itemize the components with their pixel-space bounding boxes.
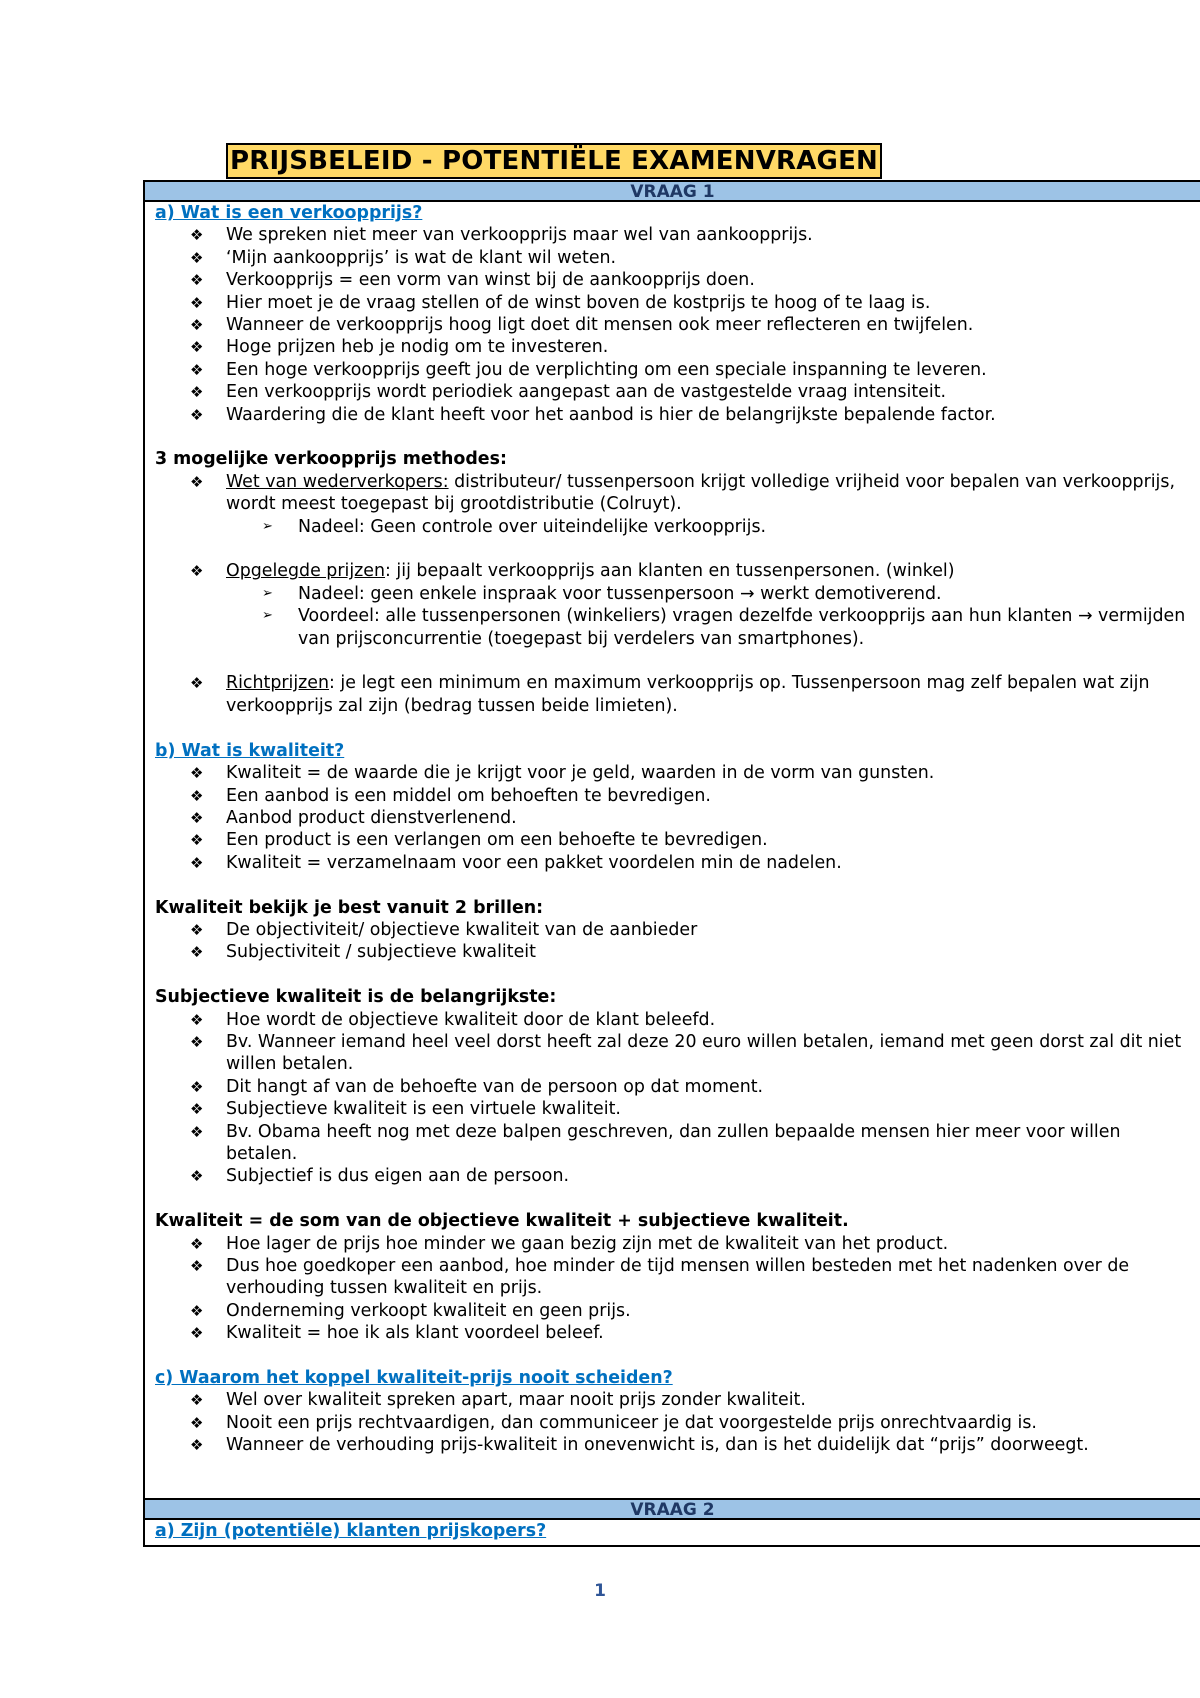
question-c: c) Waarom het koppel kwaliteit-prijs nooit scheiden? <box>155 1368 673 1388</box>
sum-heading: Kwaliteit = de som van de objectieve kwaliteit + subjectieve kwaliteit. <box>155 1211 849 1232</box>
arrow-bullet-icon: ➢ <box>262 518 273 534</box>
list-item-text: Kwaliteit = verzamelnaam voor een pakket voordelen min de nadelen. <box>226 852 842 873</box>
vraag2-section <box>143 1498 1200 1547</box>
method-text: : jij bepaalt verkoopprijs aan klanten en tussenpersonen. (winkel) <box>385 561 955 582</box>
diamond-bullet-icon: ❖ <box>190 248 204 267</box>
sub-item <box>262 605 1188 650</box>
question-a: a) Wat is een verkoopprijs? <box>155 203 423 223</box>
list-item <box>190 1009 1188 1031</box>
diamond-bullet-icon: ❖ <box>190 808 204 827</box>
vraag1-header: VRAAG 1 <box>145 180 1200 202</box>
list-item <box>190 919 1188 941</box>
vraag2-question-a: a) Zijn (potentiële) klanten prijskopers? <box>155 1521 547 1541</box>
subjective-heading: Subjectieve kwaliteit is de belangrijkste: <box>155 987 557 1008</box>
method-sublist <box>226 583 1188 650</box>
list-item-text: Een product is een verlangen om een behoefte te bevredigen. <box>226 830 768 851</box>
sub-item-text: Voordeel: alle tussenpersonen (winkeliers) vragen dezelfde verkoopprijs aan hun klanten → vermijden van prijsconcurrentie (toegepast bij verdelers van smartphones). <box>298 606 1186 649</box>
list-item-text: Dus hoe goedkoper een aanbod, hoe minder de tijd mensen willen besteden met het nadenken over de verhouding tussen kwaliteit en prijs. <box>226 1255 1130 1299</box>
sum-list <box>155 1233 1188 1345</box>
list-item-text: Dit hangt af van de behoefte van de persoon op dat moment. <box>226 1076 764 1097</box>
list-a <box>155 224 1188 426</box>
spacer <box>155 650 1188 672</box>
list-item-text: Subjectiviteit / subjectieve kwaliteit <box>226 942 536 963</box>
diamond-bullet-icon: ❖ <box>190 1256 204 1275</box>
diamond-bullet-icon: ❖ <box>190 316 204 335</box>
list-item-text: De objectiviteit/ objectieve kwaliteit van de aanbieder <box>226 919 698 940</box>
list-item <box>190 1121 1188 1166</box>
method-term: Richtprijzen <box>226 673 330 694</box>
list-item-text: Hier moet je de vraag stellen of de winst boven de kostprijs te hoog of te laag is. <box>226 292 931 313</box>
list-item <box>190 1322 1188 1344</box>
list-item <box>190 1031 1188 1076</box>
list-item <box>190 314 1188 336</box>
page-title: PRIJSBELEID - POTENTIËLE EXAMENVRAGEN <box>226 143 882 179</box>
list-item-text: Hoge prijzen heb je nodig om te investeren. <box>226 337 609 358</box>
diamond-bullet-icon: ❖ <box>190 226 204 245</box>
diamond-bullet-icon: ❖ <box>190 1167 204 1186</box>
list-item <box>190 404 1188 426</box>
list-item-text: Waardering die de klant heeft voor het aanbod is hier de belangrijkste bepalende factor. <box>226 404 996 425</box>
title-wrap <box>226 143 882 179</box>
list-item-text: Aanbod product dienstverlenend. <box>226 807 517 828</box>
list-item <box>190 336 1188 358</box>
method-text: distributeur/ tussenpersoon krijgt volledige vrijheid voor bepalen van verkoopprijs, wordt meest toegepast bij grootdistributie (Colruyt). <box>226 471 1175 515</box>
method-term: Wet van wederverkopers: <box>226 471 449 492</box>
spacer <box>155 538 1188 560</box>
diamond-bullet-icon: ❖ <box>190 1032 204 1051</box>
method-item <box>190 560 1188 650</box>
method-term: Opgelegde prijzen <box>226 561 386 582</box>
page-number: 1 <box>594 1581 606 1601</box>
list-item-text: Een aanbod is een middel om behoeften te bevredigen. <box>226 785 711 806</box>
methods-list-2 <box>155 560 1188 650</box>
list-item-text: Hoe wordt de objectieve kwaliteit door de klant beleefd. <box>226 1009 716 1030</box>
list-item <box>190 1076 1188 1098</box>
list-item <box>190 1165 1188 1187</box>
list-item <box>190 807 1188 829</box>
spacer <box>155 426 1188 448</box>
list-item <box>190 224 1188 246</box>
sub-item <box>262 583 1188 605</box>
arrow-bullet-icon: ➢ <box>262 585 273 601</box>
brillen-heading: Kwaliteit bekijk je best vanuit 2 brillen: <box>155 897 544 918</box>
diamond-bullet-icon: ❖ <box>190 383 204 402</box>
diamond-bullet-icon: ❖ <box>190 1391 204 1410</box>
methods-list-3 <box>155 672 1188 717</box>
list-item <box>190 1255 1188 1300</box>
diamond-bullet-icon: ❖ <box>190 1413 204 1432</box>
list-item <box>190 941 1188 963</box>
method-item <box>190 672 1188 717</box>
diamond-bullet-icon: ❖ <box>190 1324 204 1343</box>
brillen-list <box>155 919 1188 964</box>
diamond-bullet-icon: ❖ <box>190 1234 204 1253</box>
list-item-text: Wel over kwaliteit spreken apart, maar nooit prijs zonder kwaliteit. <box>226 1390 806 1411</box>
list-item <box>190 1300 1188 1322</box>
list-item-text: Wanneer de verkoopprijs hoog ligt doet dit mensen ook meer reflecteren en twijfelen. <box>226 315 974 336</box>
list-item <box>190 1389 1188 1411</box>
spacer <box>155 1345 1188 1367</box>
list-item-text: Een hoge verkoopprijs geeft jou de verplichting om een speciale inspanning te leveren. <box>226 359 987 380</box>
list-item <box>190 1434 1188 1456</box>
vraag1-section <box>143 180 1200 1505</box>
list-item-text: Hoe lager de prijs hoe minder we gaan bezig zijn met de kwaliteit van het product. <box>226 1233 949 1254</box>
question-b: b) Wat is kwaliteit? <box>155 740 345 761</box>
list-item <box>190 762 1188 784</box>
list-item <box>190 1233 1188 1255</box>
list-item <box>190 785 1188 807</box>
diamond-bullet-icon: ❖ <box>190 1436 204 1455</box>
method-sublist <box>226 516 1188 538</box>
diamond-bullet-icon: ❖ <box>190 674 204 693</box>
list-item <box>190 381 1188 403</box>
diamond-bullet-icon: ❖ <box>190 920 204 939</box>
list-item <box>190 1412 1188 1434</box>
list-item-text: Subjectief is dus eigen aan de persoon. <box>226 1166 569 1187</box>
diamond-bullet-icon: ❖ <box>190 764 204 783</box>
list-item-text: We spreken niet meer van verkoopprijs maar wel van aankoopprijs. <box>226 225 813 246</box>
spacer <box>155 1188 1188 1210</box>
list-item-text: Onderneming verkoopt kwaliteit en geen prijs. <box>226 1300 631 1321</box>
diamond-bullet-icon: ❖ <box>190 562 204 581</box>
diamond-bullet-icon: ❖ <box>190 1077 204 1096</box>
spacer <box>155 717 1188 739</box>
diamond-bullet-icon: ❖ <box>190 943 204 962</box>
list-item-text: ‘Mijn aankoopprijs’ is wat de klant wil weten. <box>226 247 617 268</box>
vraag2-header: VRAAG 2 <box>145 1498 1200 1520</box>
diamond-bullet-icon: ❖ <box>190 1100 204 1119</box>
diamond-bullet-icon: ❖ <box>190 1010 204 1029</box>
list-item-text: Subjectieve kwaliteit is een virtuele kwaliteit. <box>226 1099 621 1120</box>
vraag2-content <box>145 1520 1200 1542</box>
list-item <box>190 359 1188 381</box>
list-item <box>190 852 1188 874</box>
diamond-bullet-icon: ❖ <box>190 405 204 424</box>
list-item-text: Wanneer de verhouding prijs-kwaliteit in onevenwicht is, dan is het duidelijk dat “prijs” doorweegt. <box>226 1435 1089 1456</box>
subjective-list <box>155 1009 1188 1188</box>
sub-item <box>262 516 1188 538</box>
list-item-text: Een verkoopprijs wordt periodiek aangepast aan de vastgestelde vraag intensiteit. <box>226 382 947 403</box>
spacer <box>155 964 1188 986</box>
diamond-bullet-icon: ❖ <box>190 293 204 312</box>
vraag1-content <box>145 202 1200 1457</box>
diamond-bullet-icon: ❖ <box>190 1122 204 1141</box>
diamond-bullet-icon: ❖ <box>190 1301 204 1320</box>
methods-heading: 3 mogelijke verkoopprijs methodes: <box>155 449 507 470</box>
list-item-text: Nooit een prijs rechtvaardigen, dan communiceer je dat voorgestelde prijs onrechtvaardig is. <box>226 1412 1037 1433</box>
list-item <box>190 247 1188 269</box>
list-item <box>190 269 1188 291</box>
list-item-text: Kwaliteit = de waarde die je krijgt voor je geld, waarden in de vorm van gunsten. <box>226 763 935 784</box>
list-c <box>155 1389 1188 1456</box>
list-item-text: Verkoopprijs = een vorm van winst bij de aankoopprijs doen. <box>226 270 755 291</box>
method-item <box>190 471 1188 538</box>
list-b <box>155 762 1188 874</box>
diamond-bullet-icon: ❖ <box>190 271 204 290</box>
diamond-bullet-icon: ❖ <box>190 831 204 850</box>
list-item <box>190 292 1188 314</box>
list-item <box>190 829 1188 851</box>
diamond-bullet-icon: ❖ <box>190 472 204 491</box>
list-item <box>190 1098 1188 1120</box>
diamond-bullet-icon: ❖ <box>190 360 204 379</box>
sub-item-text: Nadeel: geen enkele inspraak voor tussenpersoon → werkt demotiverend. <box>298 583 942 604</box>
list-item-text: Kwaliteit = hoe ik als klant voordeel beleef. <box>226 1323 604 1344</box>
sub-item-text: Nadeel: Geen controle over uiteindelijke verkoopprijs. <box>298 516 767 537</box>
diamond-bullet-icon: ❖ <box>190 786 204 805</box>
diamond-bullet-icon: ❖ <box>190 338 204 357</box>
list-item-text: Bv. Obama heeft nog met deze balpen geschreven, dan zullen bepaalde mensen hier meer voor willen betalen. <box>226 1121 1121 1164</box>
method-text: : je legt een minimum en maximum verkoopprijs op. Tussenpersoon mag zelf bepalen wat zijn verkoopprijs zal zijn (bedrag tussen beide limieten). <box>226 673 1150 716</box>
spacer <box>155 874 1188 896</box>
diamond-bullet-icon: ❖ <box>190 853 204 872</box>
arrow-bullet-icon: ➢ <box>262 608 273 624</box>
list-item-text: Bv. Wanneer iemand heel veel dorst heeft zal deze 20 euro willen betalen, iemand met geen dorst zal dit niet willen betalen. <box>226 1031 1182 1075</box>
methods-list-1 <box>155 471 1188 538</box>
